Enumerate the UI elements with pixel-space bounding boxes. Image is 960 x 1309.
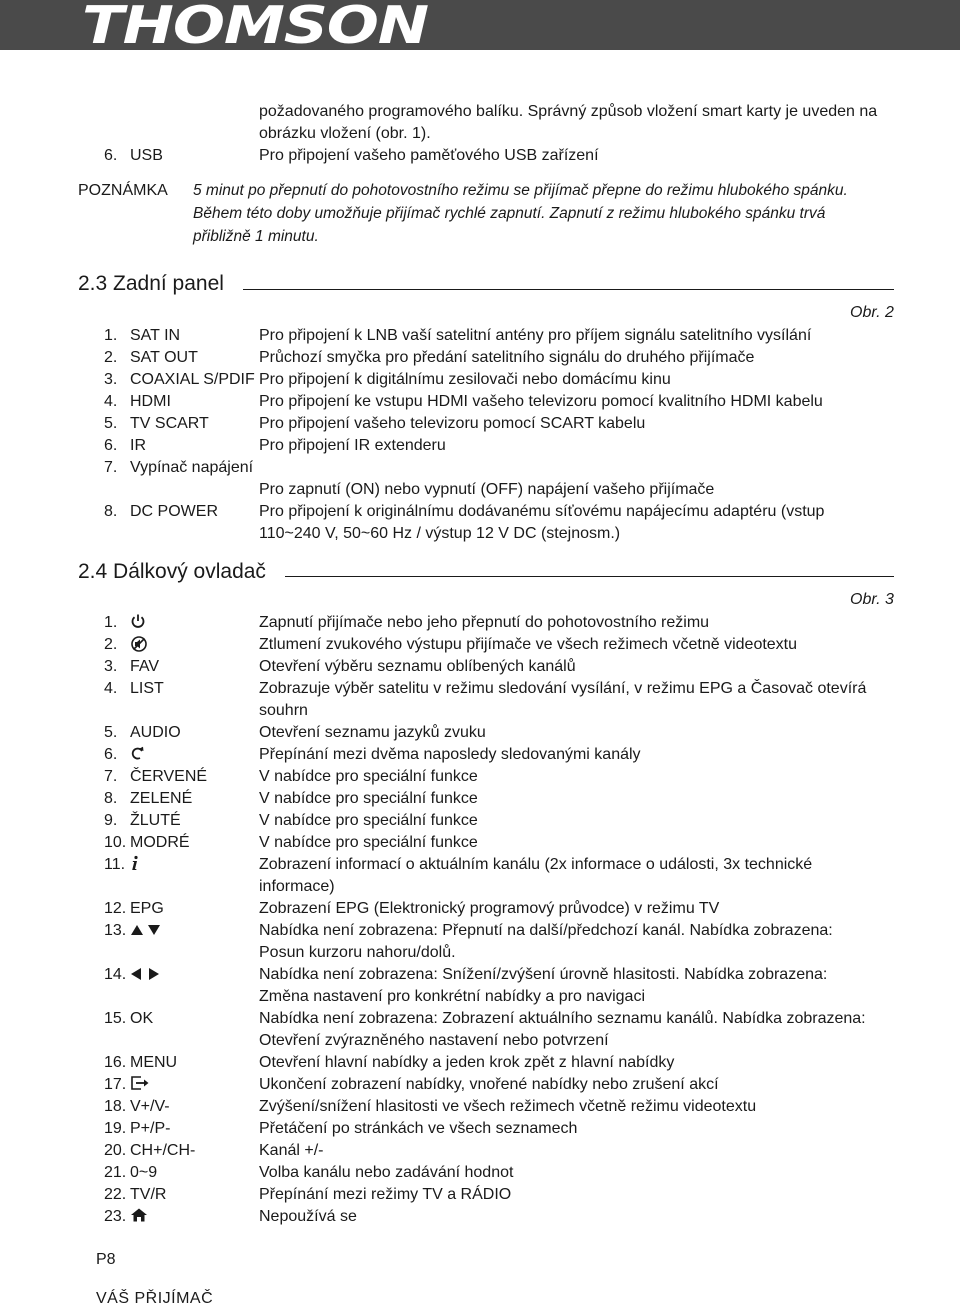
footer-section: VÁŠ PŘIJÍMAČ <box>96 1290 214 1307</box>
item-label-coaxial-s-pdif: COAXIAL S/PDIF <box>130 371 255 388</box>
section-rule <box>243 289 894 290</box>
item-description: Pro připojení ke vstupu HDMI vašeho televizoru pomocí kvalitního HDMI kabelu <box>259 393 823 410</box>
item-number: 4. <box>104 393 118 410</box>
item-number: 6. <box>104 746 118 763</box>
item-number: 7. <box>104 768 118 785</box>
exit-icon <box>130 1075 150 1098</box>
home-icon <box>130 1207 148 1230</box>
item-label-dc-power: DC POWER <box>130 503 218 520</box>
brand-logo: THOMSON <box>82 0 428 56</box>
item-description: Zvýšení/snížení hlasitosti ve všech režimech včetně režimu videotextu <box>259 1098 757 1115</box>
item-description: Pro připojení k digitálnímu zesilovači nebo domácímu kinu <box>259 371 671 388</box>
item-number: 11. <box>104 856 126 873</box>
item-description: Zobrazuje výběr satelitu v režimu sledování vysílání, v režimu EPG a Časovač otevírá souhrn <box>259 680 867 719</box>
item-number: 5. <box>104 724 118 741</box>
item-description: Nabídka není zobrazena: Přepnutí na další/předchozí kanál. Nabídka zobrazena: Posun kurzoru nahoru/dolů. <box>259 922 833 961</box>
item-description: Volba kanálu nebo zadávání hodnot <box>259 1164 514 1181</box>
item-label-audio: AUDIO <box>130 724 181 741</box>
item-description: Zobrazení informací o aktuálním kanálu (2x informace o události, 3x technické informace) <box>259 856 813 895</box>
item-label-hdmi: HDMI <box>130 393 171 410</box>
item-description: Ukončení zobrazení nabídky, vnořené nabídky nebo zrušení akcí <box>259 1076 719 1093</box>
up-down-arrows-icon <box>130 922 162 944</box>
item-number: 16. <box>104 1054 127 1071</box>
item-description: Přepínání mezi dvěma naposledy sledovanými kanály <box>259 746 641 763</box>
item-description: Přepínání mezi režimy TV a RÁDIO <box>259 1186 512 1203</box>
item-number: 15. <box>104 1010 127 1027</box>
recall-icon <box>130 745 146 768</box>
item-number: 10. <box>104 834 127 851</box>
section-title-rear-panel: 2.3 Zadní panel <box>78 272 224 295</box>
item-label-menu: MENU <box>130 1054 178 1071</box>
item-number: 5. <box>104 415 118 432</box>
figure-ref: Obr. 2 <box>850 304 894 321</box>
item-label-sat-in: SAT IN <box>130 327 181 344</box>
item-description: Nabídka není zobrazena: Zobrazení aktuálního seznamu kanálů. Nabídka zobrazena: Otevření zvýrazněného nastavení nebo potvrzení <box>259 1010 866 1049</box>
item-number: 13. <box>104 922 127 939</box>
item-label-vypinac-napajeni: Vypínač napájení <box>130 459 254 476</box>
item-label-p-p: P+/P- <box>130 1120 171 1137</box>
item-description: Nabídka není zobrazena: Snížení/zvýšení úrovně hlasitosti. Nabídka zobrazena: Změna nastavení pro konkrétní nabídky a pro navigaci <box>259 966 828 1005</box>
item-number: 4. <box>104 680 118 697</box>
item-number: 2. <box>104 349 118 366</box>
item-description: Pro připojení IR extenderu <box>259 437 446 454</box>
item-label-usb: USB <box>130 147 163 164</box>
item-description: V nabídce pro speciální funkce <box>259 812 478 829</box>
item-number: 1. <box>104 614 118 631</box>
item-label-ch-ch: CH+/CH- <box>130 1142 196 1159</box>
item-number: 8. <box>104 790 118 807</box>
power-icon <box>130 613 146 636</box>
item-number: 18. <box>104 1098 127 1115</box>
item-label-zlute: ŽLUTÉ <box>130 812 181 829</box>
item-description: Průchozí smyčka pro předání satelitního signálu do druhého přijímače <box>259 349 755 366</box>
item-description: Kanál +/- <box>259 1142 324 1159</box>
item-label-epg: EPG <box>130 900 164 917</box>
page-number: P8 <box>96 1251 116 1268</box>
item-description: Otevření výběru seznamu oblíbených kanálů <box>259 658 576 675</box>
section-rule <box>285 576 894 577</box>
header-bar <box>0 0 960 56</box>
item-description: V nabídce pro speciální funkce <box>259 834 478 851</box>
item-number: 2. <box>104 636 118 653</box>
item-label-ok: OK <box>130 1010 154 1027</box>
item-label-cervene: ČERVENÉ <box>130 768 208 785</box>
item-number: 20. <box>104 1142 127 1159</box>
note-line-3: přibližně 1 minutu. <box>193 228 319 245</box>
item-number: 6. <box>104 147 118 164</box>
item-label-tv-r: TV/R <box>130 1186 167 1203</box>
item-number: 3. <box>104 658 118 675</box>
item-description: Přetáčení po stránkách ve všech seznamech <box>259 1120 578 1137</box>
item-description: Otevření seznamu jazyků zvuku <box>259 724 486 741</box>
section-title-remote: 2.4 Dálkový ovladač <box>78 560 266 583</box>
item-number: 12. <box>104 900 127 917</box>
item-description: Pro zapnutí (ON) nebo vypnutí (OFF) napájení vašeho přijímače <box>259 481 715 498</box>
item-desc-usb: Pro připojení vašeho paměťového USB zařízení <box>259 147 599 164</box>
info-icon <box>130 855 140 878</box>
item-label-zelene: ZELENÉ <box>130 790 193 807</box>
item-number: 9. <box>104 812 118 829</box>
figure-ref: Obr. 3 <box>850 591 894 608</box>
item-number: 23. <box>104 1208 127 1225</box>
item-number: 8. <box>104 503 118 520</box>
item-description: Pro připojení k LNB vaší satelitní antény pro příjem signálu satelitního vysílání <box>259 327 812 344</box>
item-label-sat-out: SAT OUT <box>130 349 198 366</box>
item-label-0-9: 0~9 <box>130 1164 158 1181</box>
item-number: 22. <box>104 1186 127 1203</box>
item-description: Ztlumení zvukového výstupu přijímače ve všech režimech včetně videotextu <box>259 636 798 653</box>
item-description: Zapnutí přijímače nebo jeho přepnutí do pohotovostního režimu <box>259 614 710 631</box>
item-description: Nepoužívá se <box>259 1208 357 1225</box>
continuation-line-2: obrázku vložení (obr. 1). <box>259 125 431 142</box>
note-line-1: 5 minut po přepnutí do pohotovostního režimu se přijímač přepne do režimu hlubokého spánku. <box>193 182 848 199</box>
item-description: Otevření hlavní nabídky a jeden krok zpět z hlavní nabídky <box>259 1054 675 1071</box>
item-number: 21. <box>104 1164 127 1181</box>
item-label-ir: IR <box>130 437 146 454</box>
item-number: 6. <box>104 437 118 454</box>
item-label-v-v: V+/V- <box>130 1098 170 1115</box>
item-number: 1. <box>104 327 118 344</box>
item-number: 3. <box>104 371 118 388</box>
item-number: 14. <box>104 966 127 983</box>
item-label-modre: MODRÉ <box>130 834 190 851</box>
item-description: Pro připojení vašeho televizoru pomocí SCART kabelu <box>259 415 646 432</box>
item-number: 17. <box>104 1076 127 1093</box>
item-description: Pro připojení k originálnímu dodávanému síťovému napájecímu adaptéru (vstup 110~240 V, 50~60 Hz / výstup 12 V DC (stejnosm.) <box>259 503 825 542</box>
left-right-arrows-icon <box>130 966 162 988</box>
item-label-tv-scart: TV SCART <box>130 415 209 432</box>
item-description: V nabídce pro speciální funkce <box>259 790 478 807</box>
item-label-list: LIST <box>130 680 164 697</box>
note-label: POZNÁMKA <box>78 182 168 199</box>
item-number: 19. <box>104 1120 127 1137</box>
item-description: V nabídce pro speciální funkce <box>259 768 478 785</box>
item-label-fav: FAV <box>130 658 160 675</box>
item-number: 7. <box>104 459 118 476</box>
note-line-2: Během této doby umožňuje přijímač rychlé zapnutí. Zapnutí z režimu hlubokého spánku trvá <box>193 205 826 222</box>
continuation-line-1: požadovaného programového balíku. Správný způsob vložení smart karty je uveden na <box>259 103 878 120</box>
item-description: Zobrazení EPG (Elektronický programový průvodce) v režimu TV <box>259 900 720 917</box>
